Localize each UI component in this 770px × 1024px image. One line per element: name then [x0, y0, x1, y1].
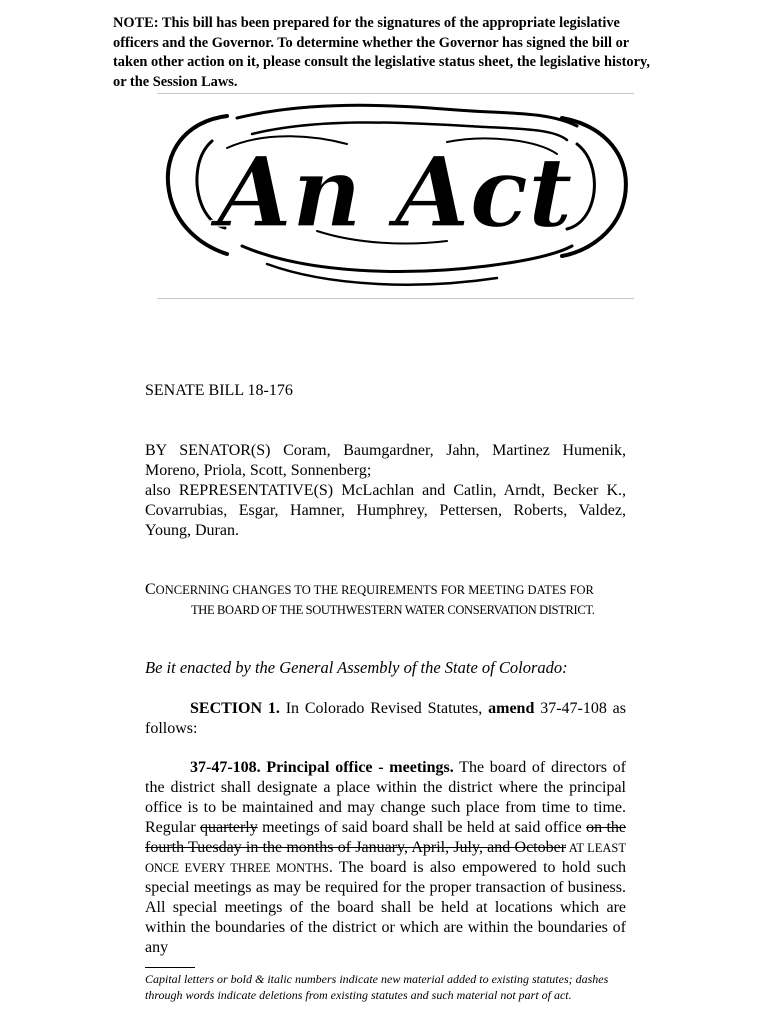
house-sponsors: also REPRESENTATIVE(S) McLachlan and Catlin, Arndt, Becker K., Covarrubias, Esgar, Hamner, Humphrey, Pettersen, Roberts, Valdez, Young, Duran.	[145, 482, 626, 539]
header-divider	[157, 93, 634, 94]
statute-text-3: . The board is also empowered to hold such special meetings as may be required for the proper transaction of business. All special meetings of the board shall be held at locations which are within the boundaries of the district or which are within the boundaries of any	[145, 859, 627, 956]
amend-keyword: amend	[488, 700, 535, 717]
footnote-divider	[145, 967, 195, 968]
bill-number: SENATE BILL 18-176	[145, 382, 293, 399]
sponsors-block	[145, 441, 626, 541]
an-act-emblem	[157, 96, 634, 296]
legislative-note: NOTE: This bill has been prepared for the signatures of the appropriate legislative officers and the Governor. To determine whether the Governor has signed the bill or taken other action on it, please consult the legislative status sheet, the legislative history, or the Session Laws.	[113, 15, 650, 90]
section-1	[145, 699, 626, 739]
an-act-title: An Act	[217, 136, 573, 249]
statute-text-1: The board of directors of the district shall designate a place within the district where the principal office is to be maintained and may change such place from time to time. Regular	[145, 759, 627, 836]
bill-title-initial: C	[145, 581, 156, 598]
bill-title-line-1	[145, 580, 626, 600]
footnote: Capital letters or bold & italic numbers indicate new material added to existing statutes; dashes through words indicate deletions from existing statutes and such material not part of act.	[145, 972, 609, 1002]
section-1-text-a: In Colorado Revised Statutes,	[285, 700, 489, 717]
bill-title-line-1-text: ONCERNING CHANGES TO THE REQUIREMENTS FOR MEETING DATES FOR	[155, 583, 594, 597]
deleted-text-quarterly: quarterly	[200, 819, 258, 836]
section-1-text-b: 37-47-108 as follows:	[145, 700, 627, 737]
bill-title	[145, 580, 626, 620]
deleted-text-meeting-months: on the fourth Tuesday in the months of January, April, July, and October	[145, 819, 627, 856]
statute-37-47-108	[145, 758, 626, 958]
section-1-label: SECTION 1.	[190, 700, 280, 717]
enacting-clause: Be it enacted by the General Assembly of the State of Colorado:	[145, 658, 568, 677]
bill-title-line-2: THE BOARD OF THE SOUTHWESTERN WATER CONSERVATION DISTRICT.	[191, 603, 595, 617]
statute-text-2: meetings of said board shall be held at said office	[257, 819, 587, 836]
inserted-text-small-caps: AT LEAST ONCE EVERY THREE MONTHS	[145, 841, 626, 875]
emblem-divider	[157, 298, 634, 299]
statute-heading: 37-47-108. Principal office - meetings.	[190, 759, 454, 776]
senate-sponsors: BY SENATOR(S) Coram, Baumgardner, Jahn, Martinez Humenik, Moreno, Priola, Scott, Sonnenberg;	[145, 442, 626, 479]
